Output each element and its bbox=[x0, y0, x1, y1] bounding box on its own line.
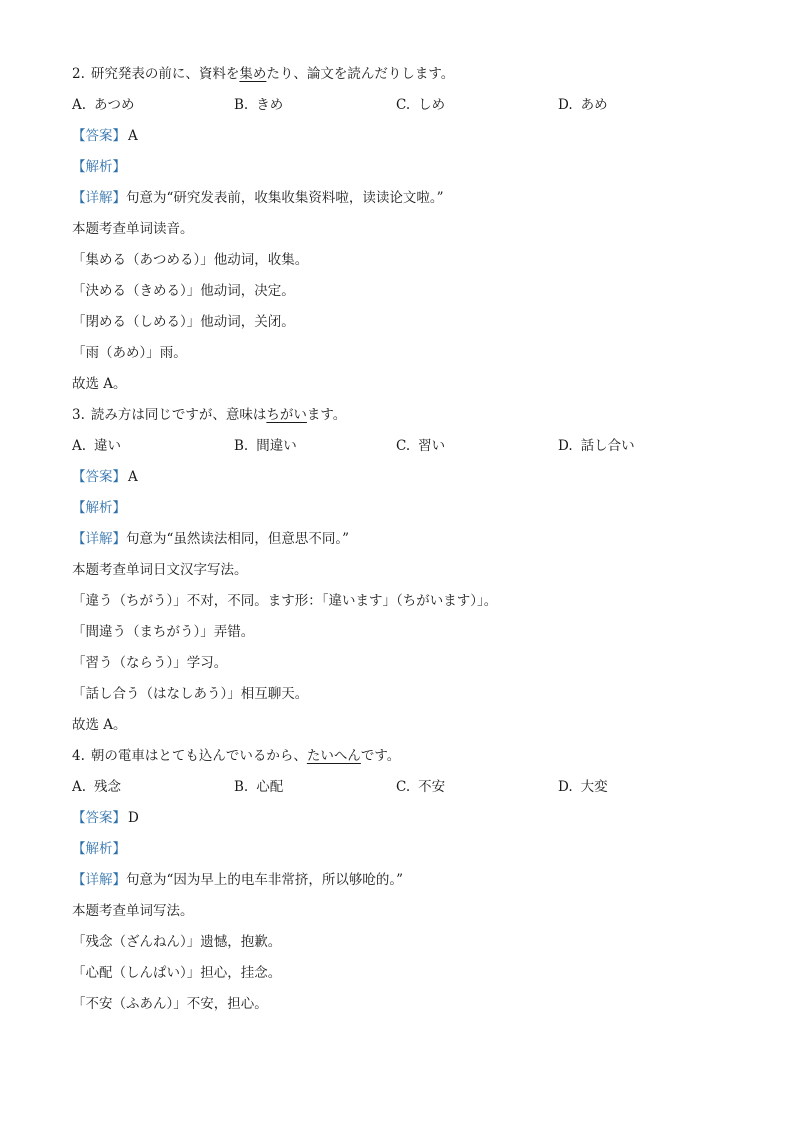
answer-line bbox=[72, 806, 732, 837]
option bbox=[396, 775, 558, 806]
option-letter: A. bbox=[72, 779, 87, 795]
explanation-line: 「話し合う（はなしあう）」相互聊天。 bbox=[72, 686, 309, 702]
detail-text: 句意为“虽然读法相同，但意思不同。” bbox=[126, 531, 350, 547]
explanation-line: 故选 A。 bbox=[72, 376, 127, 392]
option-letter: B. bbox=[234, 97, 249, 113]
analysis-tag: 【解析】 bbox=[72, 500, 126, 516]
answer-tag: 【答案】 bbox=[72, 810, 126, 826]
options-row bbox=[72, 775, 732, 806]
option-letter: C. bbox=[396, 779, 411, 795]
underlined-word: ちがい bbox=[266, 407, 307, 423]
option-text: しめ bbox=[418, 97, 446, 113]
option bbox=[72, 775, 234, 806]
stem-text: 読み方は同じですが、意味は bbox=[90, 407, 267, 423]
underlined-word: 集め bbox=[239, 66, 267, 82]
stem-text: です。 bbox=[360, 748, 401, 764]
option bbox=[396, 434, 558, 465]
explanation-line: 本题考查单词日文汉字写法。 bbox=[72, 562, 248, 578]
question-number: 4. bbox=[72, 748, 85, 764]
option bbox=[72, 434, 234, 465]
option-text: あめ bbox=[580, 97, 608, 113]
option bbox=[234, 775, 396, 806]
analysis-tag: 【解析】 bbox=[72, 159, 126, 175]
answer-line bbox=[72, 465, 732, 496]
option-text: きめ bbox=[256, 97, 284, 113]
option-text: 話し合い bbox=[580, 438, 635, 454]
analysis-line bbox=[72, 837, 732, 868]
explanation-line: 「残念（ざんねん）」遗憾，抱歉。 bbox=[72, 934, 282, 950]
option bbox=[72, 93, 234, 124]
answer-value: A bbox=[128, 128, 138, 144]
detail-tag: 【详解】 bbox=[72, 872, 126, 888]
explanation-line: 「習う（ならう）」学习。 bbox=[72, 655, 228, 671]
detail-line bbox=[72, 868, 732, 899]
analysis-line bbox=[72, 496, 732, 527]
analysis-tag: 【解析】 bbox=[72, 841, 126, 857]
option-letter: B. bbox=[234, 438, 249, 454]
options-row bbox=[72, 93, 732, 124]
explanation-line: 「雨（あめ）」雨。 bbox=[72, 345, 187, 361]
underlined-word: たいへん bbox=[306, 748, 361, 764]
explanation-line: 「決める（きめる）」他动词，决定。 bbox=[72, 283, 295, 299]
stem-text: 研究発表の前に、資料を bbox=[90, 66, 240, 82]
answer-line bbox=[72, 124, 732, 155]
detail-tag: 【详解】 bbox=[72, 531, 126, 547]
option-text: あつめ bbox=[94, 97, 135, 113]
options-row bbox=[72, 434, 732, 465]
answer-value: A bbox=[128, 469, 138, 485]
explanation-line: 「間違う（まちがう）」弄错。 bbox=[72, 624, 255, 640]
explanation-line: 「心配（しんぱい）」担心，挂念。 bbox=[72, 965, 282, 981]
explanation-line: 「閉める（しめる）」他动词，关闭。 bbox=[72, 314, 295, 330]
analysis-line bbox=[72, 155, 732, 186]
explanation-line: 「違う（ちがう）」不对，不同。ます形：「違います」（ちがいます）」。 bbox=[72, 593, 498, 609]
detail-text: 句意为“研究发表前，收集收集资料啦，读读论文啦。” bbox=[126, 190, 444, 206]
option-letter: D. bbox=[558, 97, 573, 113]
question-stem bbox=[72, 403, 732, 434]
explanation-line: 本题考查单词写法。 bbox=[72, 903, 194, 919]
document-page bbox=[72, 62, 732, 1023]
option bbox=[234, 93, 396, 124]
option-text: 間違い bbox=[256, 438, 297, 454]
option-text: 心配 bbox=[256, 779, 284, 795]
detail-line bbox=[72, 186, 732, 217]
detail-text: 句意为“因为早上的电车非常挤，所以够呛的。” bbox=[126, 872, 404, 888]
option-text: 大変 bbox=[580, 779, 608, 795]
question-number: 2. bbox=[72, 66, 85, 82]
option-text: 習い bbox=[418, 438, 446, 454]
explanation-line: 「集める（あつめる）」他动词，收集。 bbox=[72, 252, 309, 268]
detail-tag: 【详解】 bbox=[72, 190, 126, 206]
option bbox=[234, 434, 396, 465]
stem-text: 朝の電車はとても込んでいるから、 bbox=[90, 748, 307, 764]
explanation-line: 「不安（ふあん）」不安，担心。 bbox=[72, 996, 268, 1012]
option bbox=[558, 775, 720, 806]
answer-value: D bbox=[128, 810, 139, 826]
stem-text: ます。 bbox=[306, 407, 347, 423]
option-letter: B. bbox=[234, 779, 249, 795]
option-text: 残念 bbox=[94, 779, 122, 795]
option bbox=[558, 434, 720, 465]
option bbox=[396, 93, 558, 124]
question-number: 3. bbox=[72, 407, 85, 423]
option-letter: D. bbox=[558, 779, 573, 795]
stem-text: たり、論文を読んだりします。 bbox=[266, 66, 455, 82]
option-letter: D. bbox=[558, 438, 573, 454]
option-letter: A. bbox=[72, 97, 87, 113]
option-letter: C. bbox=[396, 97, 411, 113]
question-stem bbox=[72, 744, 732, 775]
detail-line bbox=[72, 527, 732, 558]
option-text: 不安 bbox=[418, 779, 446, 795]
option-letter: A. bbox=[72, 438, 87, 454]
question-stem bbox=[72, 62, 732, 93]
option-text: 違い bbox=[94, 438, 122, 454]
option bbox=[558, 93, 720, 124]
explanation-line: 本题考查单词读音。 bbox=[72, 221, 194, 237]
answer-tag: 【答案】 bbox=[72, 128, 126, 144]
option-letter: C. bbox=[396, 438, 411, 454]
explanation-line: 故选 A。 bbox=[72, 717, 127, 733]
answer-tag: 【答案】 bbox=[72, 469, 126, 485]
